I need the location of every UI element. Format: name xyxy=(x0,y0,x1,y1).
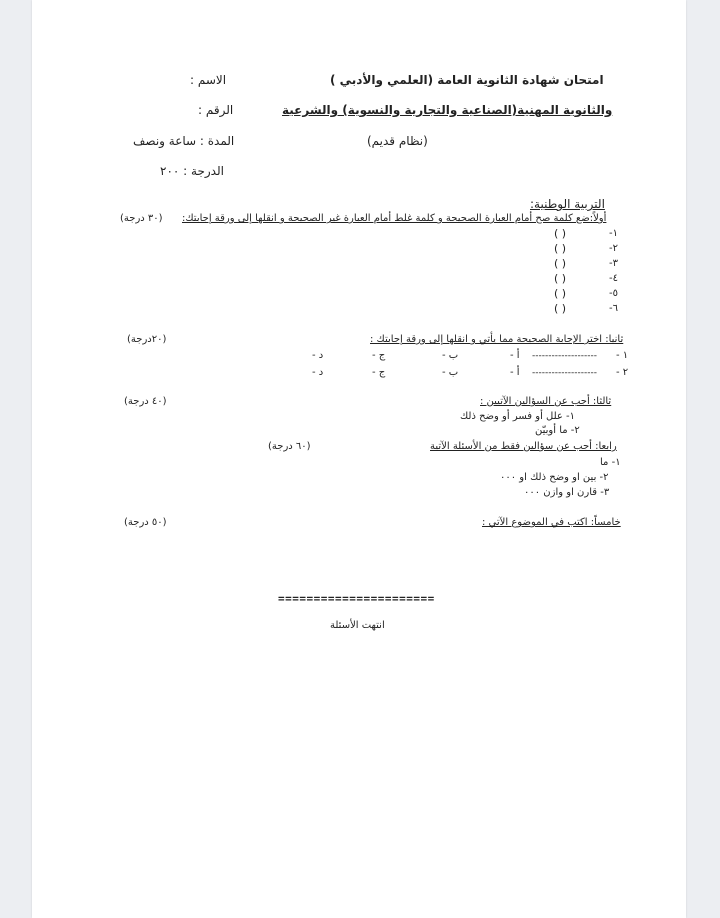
q3-marks: (٤٠ درجة) xyxy=(124,396,167,407)
q2-row-2-a: أ - xyxy=(510,367,520,378)
q2-marks: (٢٠درجة) xyxy=(127,334,167,345)
q2-row-1-b: ب - xyxy=(442,350,459,361)
q2-row-2-dash: -------------------- xyxy=(532,368,597,378)
end-text: انتهت الأسئلة xyxy=(330,620,385,631)
q2-row-2-c: ج - xyxy=(372,367,386,378)
q1-item-1: ١- xyxy=(609,228,618,239)
q1-paren-1: ( ) xyxy=(554,227,567,240)
q2-text: ثانيا: اختر الإجابة الصحيحة مما يأتي و انقلها إلى ورقة إجابتك : xyxy=(370,334,624,345)
q4-marks: (٦٠ درجة) xyxy=(268,441,311,452)
exam-title-line2: والثانوية المهنية(الصناعية والتجارية والنسوية) والشرعية xyxy=(282,103,613,117)
q1-paren-2: ( ) xyxy=(554,242,567,255)
exam-page xyxy=(32,0,686,918)
q4-item-2: ٢- بين او وضح ذلك او ٠٠٠ xyxy=(500,472,609,483)
q1-paren-3: ( ) xyxy=(554,257,567,270)
q1-marks: (٣٠ درجة) xyxy=(120,213,163,224)
name-label: الاسم : xyxy=(190,73,227,87)
q5-text: خامساً: اكتب في الموضوع الآتي : xyxy=(482,517,621,528)
q1-item-6: ٦- xyxy=(609,303,618,314)
q3-item-2: ٢- ما أوبيّن xyxy=(535,425,580,436)
q2-row-2-d: د - xyxy=(312,367,324,378)
q2-row-1-a: أ - xyxy=(510,350,520,361)
q1-text: أولاً:ضع كلمة صح أمام العبارة الصحيحة و كلمة غلط أمام العبارة غير الصحيحة و انقلها إلى ورقة إجابتك: xyxy=(182,213,607,224)
q2-row-1-d: د - xyxy=(312,350,324,361)
q2-row-2-num: ٢ - xyxy=(616,367,629,378)
q1-paren-5: ( ) xyxy=(554,287,567,300)
q3-item-1: ١- علل أو فسر أو وضح ذلك xyxy=(460,411,576,422)
q2-row-1-dash: -------------------- xyxy=(532,351,597,361)
q1-paren-4: ( ) xyxy=(554,272,567,285)
q1-item-2: ٢- xyxy=(609,243,618,254)
q4-item-1: ١- ما xyxy=(600,457,621,468)
q4-text: رابعا: أجب عن سؤالين فقط من الأسئلة الآتية xyxy=(430,441,617,452)
q2-row-1-num: ١ - xyxy=(616,350,629,361)
q1-paren-6: ( ) xyxy=(554,302,567,315)
q4-item-3: ٣- قارن او وازن ٠٠٠ xyxy=(524,487,610,498)
q1-item-4: ٤- xyxy=(609,273,618,284)
duration-label: المدة : ساعة ونصف xyxy=(133,134,235,148)
q1-item-5: ٥- xyxy=(609,288,618,299)
subject-title: التربية الوطنية: xyxy=(530,197,605,211)
q2-row-2-b: ب - xyxy=(442,367,459,378)
number-label: الرقم : xyxy=(198,103,234,117)
grade-label: الدرجة : ٢٠٠ xyxy=(160,164,224,178)
exam-title-line1: امتحان شهادة الثانوية العامة (العلمي والأدبي ) xyxy=(330,73,604,87)
q3-text: ثالثا: أجب عن السؤالين الآتيين : xyxy=(480,396,612,407)
q1-item-3: ٣- xyxy=(609,258,618,269)
system-note: (نظام قديم) xyxy=(367,134,428,148)
end-separator: ====================== xyxy=(278,592,435,605)
q2-row-1-c: ج - xyxy=(372,350,386,361)
q5-marks: (٥٠ درجة) xyxy=(124,517,167,528)
